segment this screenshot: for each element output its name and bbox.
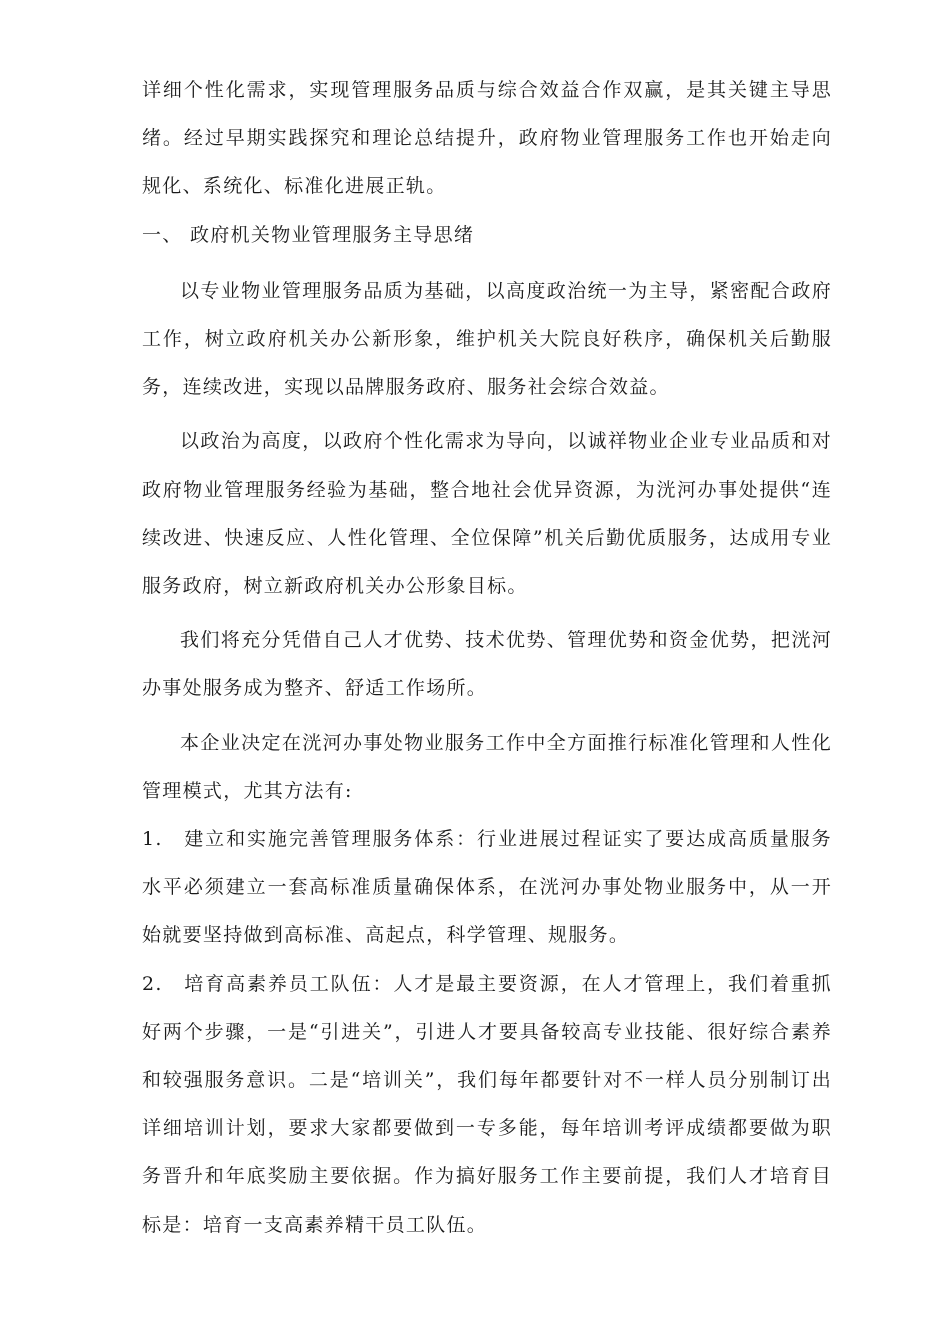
section-title: 政府机关物业管理服务主导思绪 [190,223,475,246]
body-paragraph: 我们将充分凭借自己人才优势、技术优势、管理优势和资金优势，把洸河办事处服务成为整齐、舒适工作场所。 [142,629,832,700]
numbered-item: 2. 培育高素养员工队伍：人才是最主要资源，在人才管理上，我们着重抓好两个步骤，一是“引进关”，引进人才要具备较高专业技能、很好综合素养和较强服务意识。二是“培训关”，我们每年都要针对不一样人员分别制订出详细培训计划，要求大家都要做到一专多能，每年培训考评成绩都要做为职务晋升和年底奖励主要依据。作为搞好服务工作主要前提，我们人才培育目标是：培育一支高素养精干员工队伍。 [142,972,832,1236]
section-heading [142,211,832,259]
numbered-item: 1. 建立和实施完善管理服务体系：行业进展过程证实了要达成高质量服务水平必须建立一套高标准质量确保体系，在洸河办事处物业服务中，从一开始就要坚持做到高标准、高起点，科学管理、规服务。 [142,828,832,947]
body-paragraph: 以专业物业管理服务品质为基础，以高度政治统一为主导，紧密配合政府工作，树立政府机关办公新形象，维护机关大院良好秩序，确保机关后勤服务，连续改进，实现以品牌服务政府、服务社会综合效益。 [142,279,832,399]
spacer [142,259,832,267]
body-paragraph: 本企业决定在洸河办事处物业服务工作中全方面推行标准化管理和人性化管理模式，尤其方法有: [142,731,832,802]
section-number: 一、 [142,223,183,246]
intro-paragraph: 详细个性化需求，实现管理服务品质与综合效益合作双赢，是其关键主导思绪。经过早期实践探究和理论总结提升，政府物业管理服务工作也开始走向规化、系统化、标准化进展正轨。 [142,79,832,198]
body-paragraph: 以政治为高度，以政府个性化需求为导向，以诚祥物业企业专业品质和对政府物业管理服务经验为基础，整合地社会优异资源，为洸河办事处提供“连续改进、快速反应、人性化管理、全位保障”机关后勤优质服务，达成用专业服务政府，树立新政府机关办公形象目标。 [142,430,832,598]
document-page [142,66,832,1249]
